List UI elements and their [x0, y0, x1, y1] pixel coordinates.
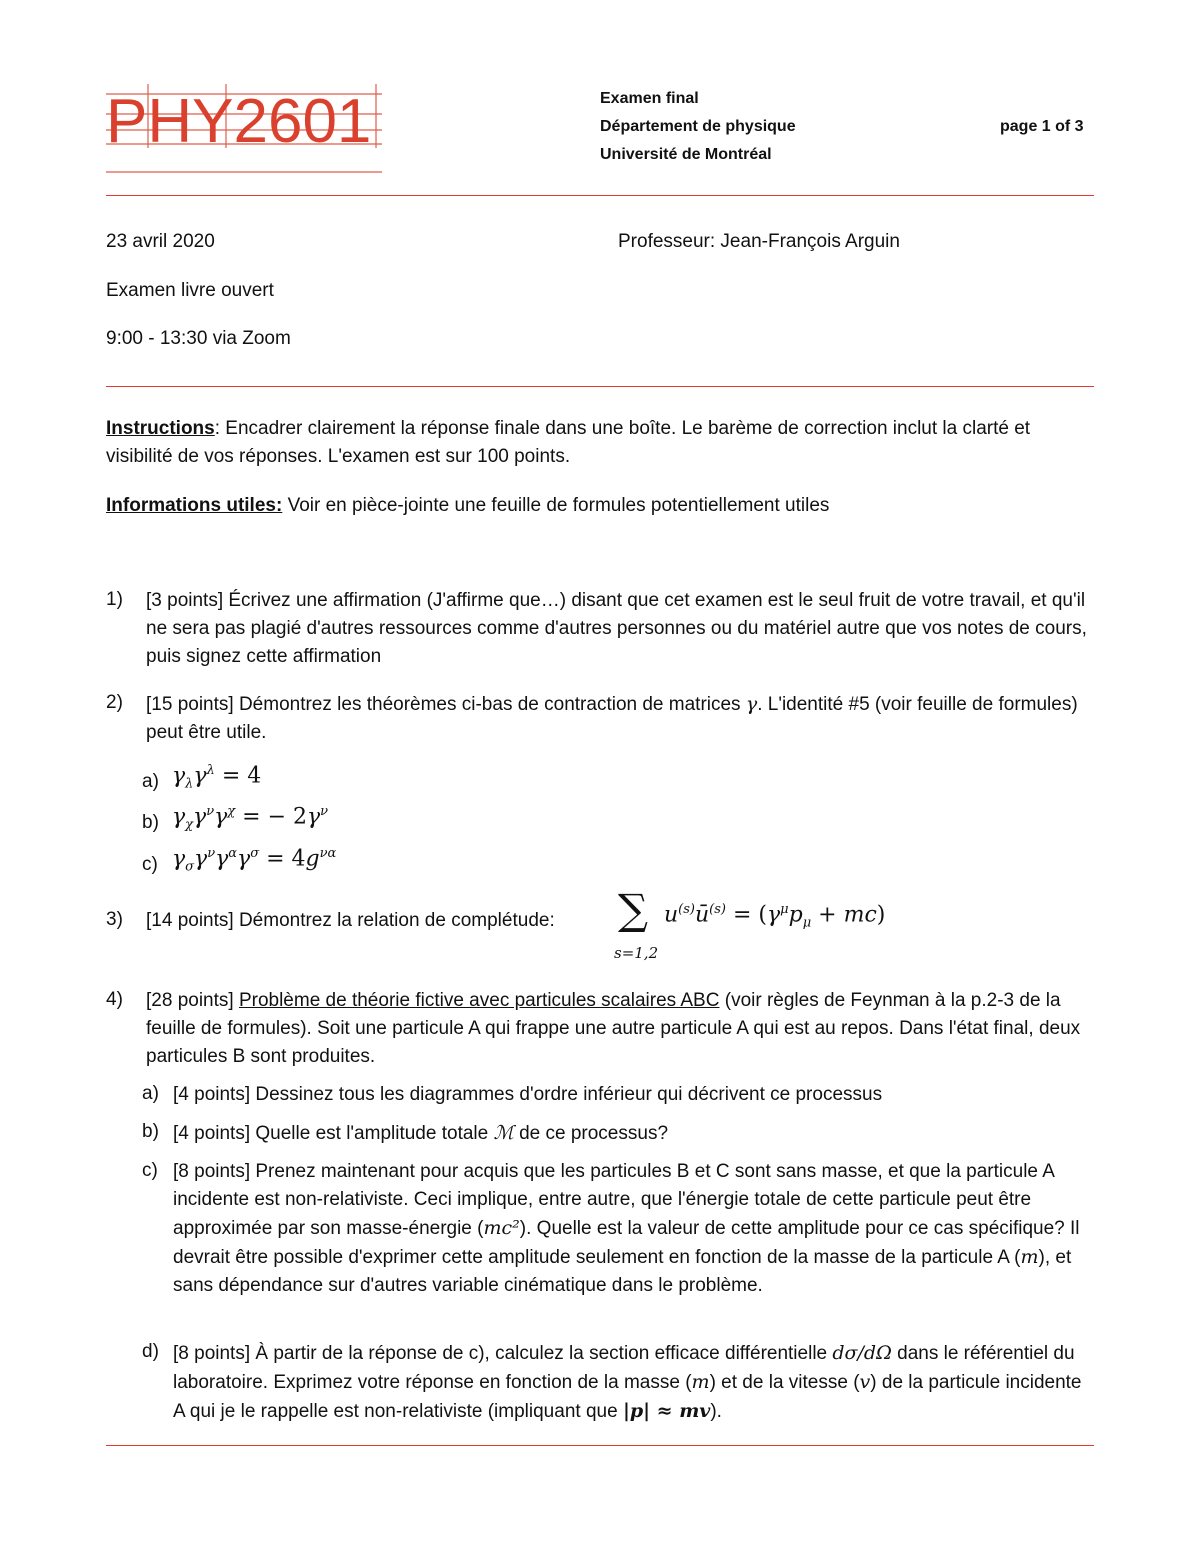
useful-info-label: Informations utiles: [106, 495, 283, 516]
question-4d-text: [8 points] À partir de la réponse de c), calculez la section efficace différentielle dσ/dΩ dans le référentiel du laboratoire. Exprimez votre réponse en fonction de la masse (m) et de la vitesse (v) de la particule incidente A qui je le rappelle est non-relativiste (impliquant que |p| ≈ mv). [173, 1342, 1082, 1422]
item-label: c) [142, 1160, 158, 1181]
department: Département de physique [600, 118, 796, 135]
question-1-text: [3 points] Écrivez une affirmation (J'affirme que…) disant que cet examen est le seul fruit de votre travail, et qu'il ne sera pas plagié d'autres ressources comme d'autres personnes ou du matériel autre que vos notes de cours, puis signez cette affirmation [146, 590, 1087, 667]
question-2-text: [15 points] Démontrez les théorèmes ci-bas de contraction de matrices γ. L'identité #5 (voir feuille de formules) peut être utile. [146, 693, 1078, 743]
question-4b-text: [4 points] Quelle est l'amplitude totale ℳ de ce processus? [173, 1122, 669, 1144]
item-label: a) [142, 771, 159, 792]
divider [106, 386, 1094, 387]
item-label: d) [142, 1341, 159, 1362]
item-label: a) [142, 1083, 159, 1104]
equation-b: $\gamma_\chi\gamma^\nu\gamma^\chi$ = − $2\gamma^\nu$ [172, 804, 329, 833]
question-3-text: [14 points] Démontrez la relation de complétude: [146, 910, 555, 931]
exam-date: 23 avril 2020 [106, 231, 215, 252]
logo-text: PHY2601 [106, 87, 372, 156]
item-label: b) [142, 812, 159, 833]
university: Université de Montréal [600, 146, 772, 163]
sum-index: s=1,2 [614, 944, 659, 962]
question-4a-text: [4 points] Dessinez tous les diagrammes d'ordre inférieur qui décrivent ce processus [173, 1084, 883, 1105]
equation-c: $\gamma_\sigma\gamma^\nu\gamma^\alpha\gamma^\sigma = 4g^{\nu\alpha}$ [172, 846, 337, 875]
equation-a: $\gamma_\lambda\gamma^\lambda = 4$ [172, 763, 262, 792]
professor: Professeur: Jean-François Arguin [618, 231, 900, 252]
exam-time: 9:00 - 13:30 via Zoom [106, 328, 291, 349]
item-label: b) [142, 1121, 159, 1142]
completeness-equation: $u^{(s)}ū^{(s)} = (\gamma^\mu p_\mu + mc)$ [664, 902, 886, 931]
question-4c-text: [8 points] Prenez maintenant pour acquis que les particules B et C sont sans masse, et que la particule A incidente est non-relativiste. Ceci implique, entre autre, que l'énergie totale de cette particule peut être approximée par son masse-énergie (mc²). Quelle est la valeur de cette amplitude pour ce cas spécifique? Il devrait être possible d'exprimer cette amplitude seulement en fonction de la masse de la particule A (m), et sans dépendance sur d'autres variable cinématique dans le problème. [173, 1161, 1080, 1296]
page-info: page 1 of 3 [1000, 118, 1084, 135]
divider [106, 195, 1094, 196]
question-4-text: [28 points] Problème de théorie fictive avec particules scalaires ABC (voir règles de Feynman à la p.2-3 de la feuille de formules). Soit une particule A qui frappe une autre particule A qui est au repos. Dans l'état final, deux particules B sont produites. [146, 990, 1081, 1067]
question-number: 1) [106, 589, 123, 610]
divider [106, 1445, 1094, 1446]
instructions: Instructions: Encadrer clairement la réponse finale dans une boîte. Le barème de correction inclut la clarté et visibilité de vos réponses. L'examen est sur 100 points. [106, 418, 1031, 467]
useful-info: Informations utiles: Voir en pièce-jointe une feuille de formules potentiellement utiles [106, 495, 830, 516]
question-number: 4) [106, 989, 123, 1010]
sum-symbol: ∑ [618, 885, 648, 934]
item-label: c) [142, 854, 158, 875]
course-logo [106, 84, 386, 176]
question-number: 3) [106, 909, 123, 930]
exam-title: Examen final [600, 90, 699, 107]
exam-type: Examen livre ouvert [106, 280, 274, 301]
question-number: 2) [106, 692, 123, 713]
instructions-label: Instructions [106, 418, 215, 439]
